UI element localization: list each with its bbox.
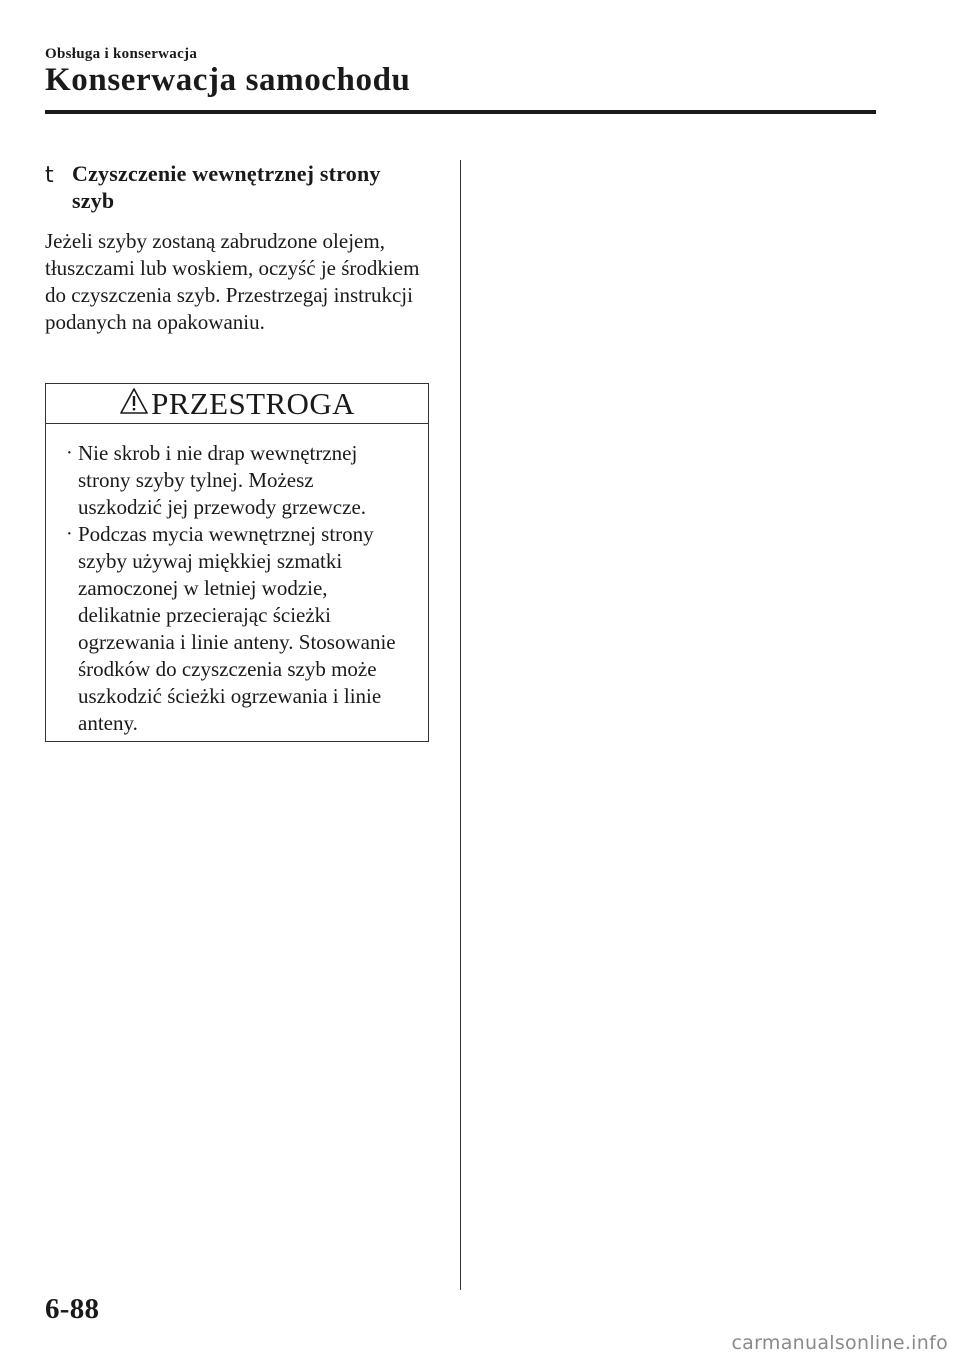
subsection-title: Czyszczenie wewnętrznej strony szyb	[72, 161, 381, 213]
section-label: Obsługa i konserwacja	[45, 46, 198, 62]
caution-item	[46, 440, 398, 521]
column-divider	[460, 160, 461, 1290]
caution-item	[46, 521, 398, 737]
body-paragraph: Jeżeli szyby zostaną zabrudzone olejem, tłuszczami lub woskiem, oczyść je środkiem do czyszczenia szyb. Przestrzegaj instrukcji podanych na opakowaniu.	[45, 229, 420, 334]
chapter-title: Konserwacja samochodu	[45, 62, 411, 98]
subsection-marker: t	[45, 163, 54, 188]
watermark: carmanualsonline.info	[731, 1332, 948, 1354]
subsection-heading	[45, 160, 405, 214]
caution-item-text: Nie skrob i nie drap wewnętrznej strony szyby tylnej. Możesz uszkodzić jej przewody grzewcze.	[78, 441, 367, 519]
caution-list	[46, 424, 428, 737]
caution-bullet: ·	[66, 442, 73, 464]
title-rule	[45, 110, 876, 114]
caution-bullet: ·	[66, 523, 73, 545]
caution-title: PRZESTROGA	[151, 385, 355, 421]
caution-item-text: Podczas mycia wewnętrznej strony szyby używaj miękkiej szmatki zamoczonej w letniej wodzie, delikatnie przecierając ścieżki ogrzewania i linie anteny. Stosowanie środków do czyszczenia szyb może uszkodzić ścieżki ogrzewania i linie anteny.	[78, 522, 396, 735]
page-number: 6-88	[45, 1293, 100, 1325]
warning-triangle-icon	[119, 387, 149, 415]
body-text	[45, 228, 425, 336]
caution-box	[45, 383, 429, 742]
caution-header	[46, 384, 428, 424]
